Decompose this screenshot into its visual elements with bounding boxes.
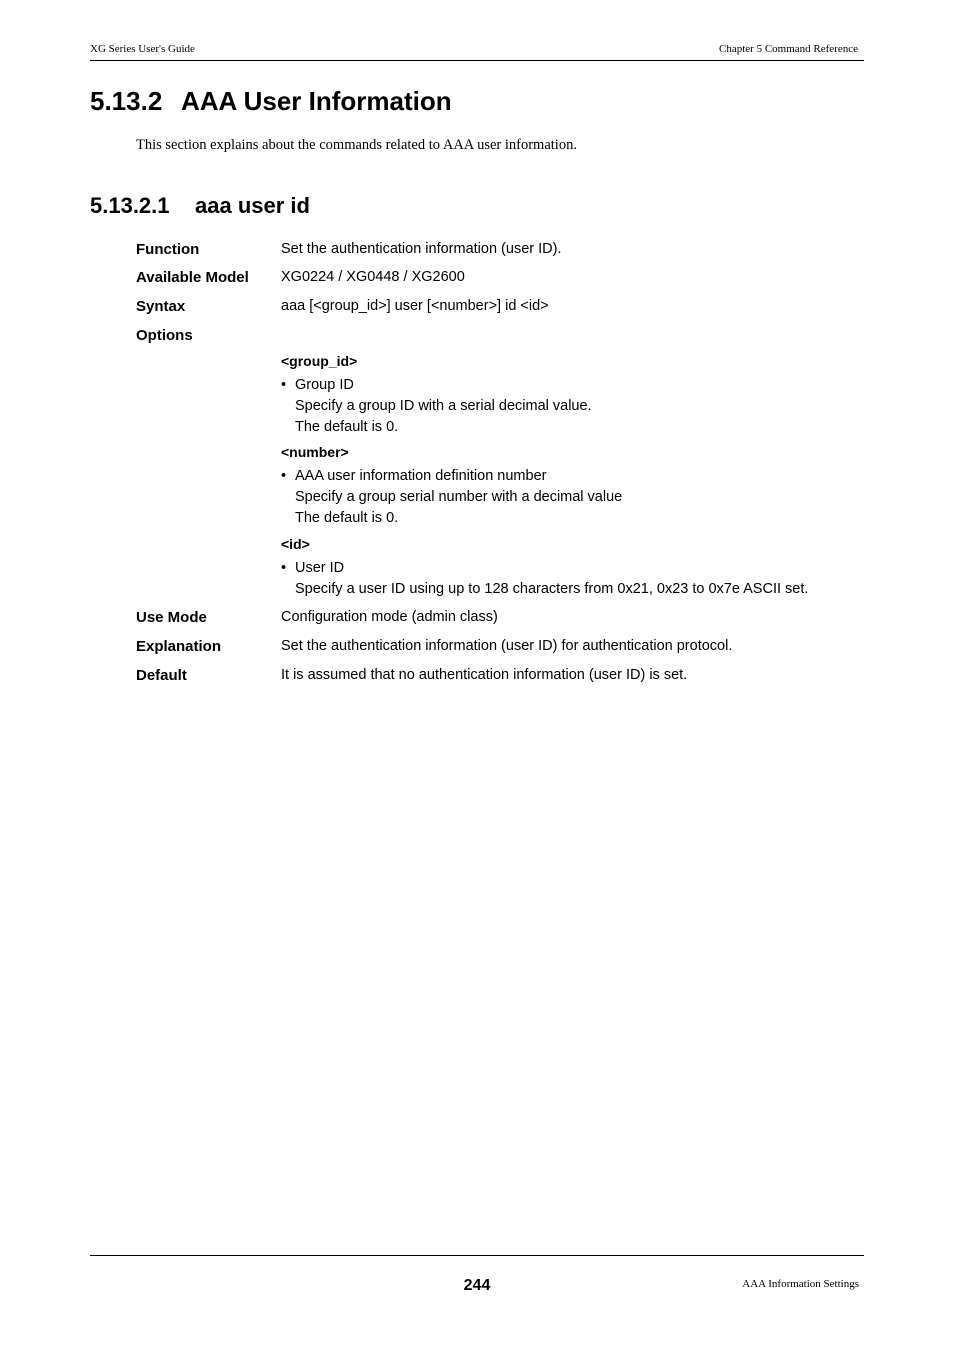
use-mode-value: Configuration mode (admin class) — [281, 609, 498, 625]
footer-rule — [90, 1255, 864, 1256]
option-bullet-text: User ID — [295, 560, 345, 576]
explanation-label: Explanation — [136, 638, 222, 655]
syntax-label: Syntax — [136, 298, 186, 315]
running-footer-right: AAA Information Settings — [742, 1278, 859, 1290]
page-number: 244 — [463, 1277, 491, 1294]
section-title: AAA User Information — [181, 86, 452, 116]
option-bullet-id — [281, 560, 344, 576]
section-heading — [90, 86, 452, 117]
running-header-right: Chapter 5 Command Reference — [719, 43, 858, 55]
default-value: It is assumed that no authentication information (user ID) is set. — [281, 667, 688, 683]
use-mode-label: Use Mode — [136, 609, 207, 626]
syntax-value: aaa [<group_id>] user [<number>] id <id> — [281, 298, 549, 314]
header-rule — [90, 60, 864, 61]
option-bullet-text: Group ID — [295, 377, 354, 393]
option-name-group-id: <group_id> — [281, 353, 358, 369]
available-model-value: XG0224 / XG0448 / XG2600 — [281, 269, 465, 285]
section-number: 5.13.2 — [90, 86, 163, 116]
function-value: Set the authentication information (user ID). — [281, 241, 562, 257]
option-line: Specify a user ID using up to 128 characters from 0x21, 0x23 to 0x7e ASCII set. — [295, 581, 809, 597]
explanation-value: Set the authentication information (user ID) for authentication protocol. — [281, 638, 733, 654]
option-bullet-text: AAA user information definition number — [295, 468, 547, 484]
option-line: Specify a group serial number with a decimal value — [295, 489, 623, 505]
default-label: Default — [136, 667, 187, 684]
option-name-number: <number> — [281, 444, 349, 460]
function-label: Function — [136, 241, 200, 258]
bullet-glyph: • — [281, 377, 287, 393]
option-line: The default is 0. — [295, 510, 399, 526]
section-intro: This section explains about the commands related to AAA user information. — [136, 137, 577, 153]
subsection-heading — [90, 193, 310, 219]
option-line: The default is 0. — [295, 419, 399, 435]
option-name-id: <id> — [281, 536, 310, 552]
bullet-glyph: • — [281, 468, 287, 484]
option-line: Specify a group ID with a serial decimal value. — [295, 398, 592, 414]
options-label: Options — [136, 327, 193, 344]
subsection-title: aaa user id — [195, 193, 310, 218]
option-bullet-number — [281, 468, 546, 484]
subsection-number: 5.13.2.1 — [90, 193, 170, 218]
available-model-label: Available Model — [136, 269, 249, 286]
bullet-glyph: • — [281, 560, 287, 576]
running-header-left: XG Series User's Guide — [90, 43, 195, 55]
option-bullet-group-id — [281, 377, 354, 393]
